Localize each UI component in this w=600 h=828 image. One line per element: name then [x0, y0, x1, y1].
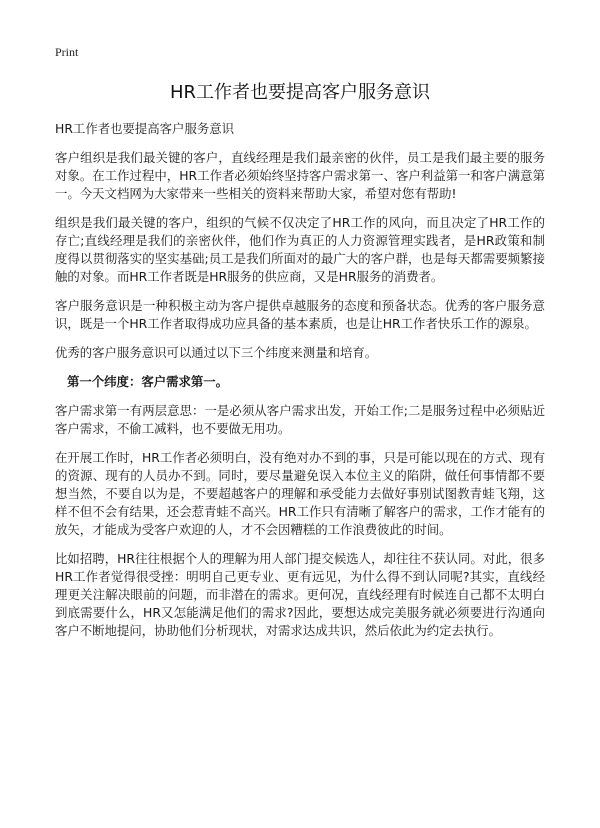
paragraph-organization: 组织是我们最关键的客户，组织的气候不仅决定了HR工作的风向，而且决定了HR工作的存亡;直线经理是我们的亲密伙伴，他们作为真正的人力资源管理实践者，是HR政策和制度得以贯彻落实的坚实基础;员工是我们所面对的最广大的客户群，也是每天都需要频繁接触的对象。而HR工作者既是HR服务的供应商，又是HR服务的消费者。	[55, 215, 545, 284]
article-subtitle: HR工作者也要提高客户服务意识	[55, 121, 235, 136]
paragraph-dimensions: 优秀的客户服务意识可以通过以下三个纬度来测量和培育。	[55, 345, 378, 360]
paragraph-service-awareness: 客户服务意识是一种积极主动为客户提供卓越服务的态度和预备状态。优秀的客户服务意识，既是一个HR工作者取得成功应具备的基本素质，也是让HR工作者快乐工作的源泉。	[55, 298, 545, 331]
paragraph-recruitment-example: 比如招聘，HR往往根据个人的理解为用人部门提交候选人，却往往不获认同。对此，很多HR工作者觉得很受挫：明明自己更专业、更有远见，为什么得不到认同呢?其实，直线经理更关注解决眼前的问题，而非潜在的需求。更何况，直线经理有时候连自己都不太明白到底需要什么，HR又怎能满足他们的需求?因此，要想达成完美服务就必须要进行沟通向客户不断地提问，协助他们分析现状，对需求达成共识，然后依此为约定去执行。	[55, 551, 545, 638]
article-body	[55, 120, 545, 651]
paragraph-customer-needs: 客户需求第一有两层意思：一是必须从客户需求出发，开始工作;二是服务过程中必须贴近客户需求，不偷工减料，也不要做无用功。	[55, 403, 545, 436]
section-heading-first-dimension: 第一个纬度：客户需求第一。	[67, 374, 229, 389]
paragraph-intro: 客户组织是我们最关键的客户，直线经理是我们最亲密的伙伴，员工是我们最主要的服务对象。在工作过程中，HR工作者必须始终坚持客户需求第一、客户利益第一和客户满意第一。今天文档网为大家带来一些相关的资料来帮助大家，希望对您有帮助!	[55, 150, 545, 201]
print-link[interactable]: Print	[55, 45, 79, 59]
page-title: HR工作者也要提高客户服务意识	[169, 82, 431, 103]
paragraph-work-approach: 在开展工作时，HR工作者必须明白，没有绝对办不到的事，只是可能以现在的方式、现有的资源、现有的人员办不到。同时，要尽量避免误入本位主义的陷阱，做任何事情都不要想当然，不要自以为是，不要超越客户的理解和承受能力去做好事别试图教青蛙飞翔，这样不但不会有结果，还会惹青蛙不高兴。HR工作只有清晰了解客户的需求，工作才能有的放矢，才能成为受客户欢迎的人，才不会因糟糕的工作浪费彼此的时间。	[55, 450, 545, 537]
